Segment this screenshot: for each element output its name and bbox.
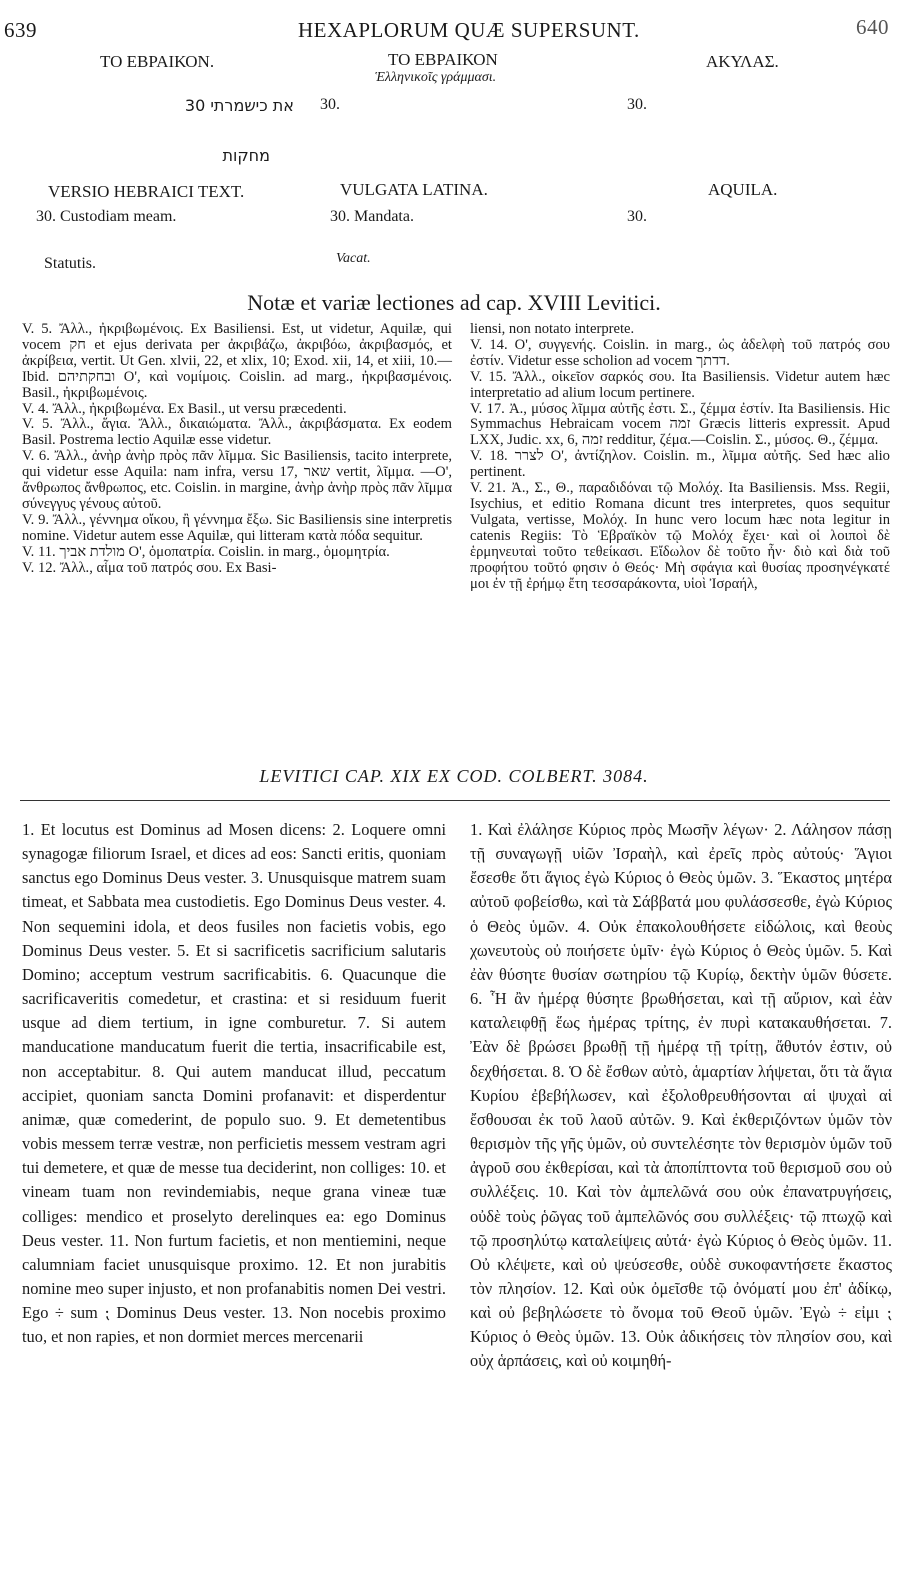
versio-verse-30: 30. Custodiam meam. [36, 208, 177, 225]
hebrew-verse-30: את כישמרתי 30 [184, 96, 294, 115]
note-v9: V. 9. Ἄλλ., γέννημα οἴκου, ἢ γέννημα ἔξω. Sic Basiliensis sine interpretis nomine. Videtur autem esse Aquilæ, qui litteram κατὰ πόδα sequitur. [22, 511, 452, 544]
latin-chapter-text: 1. Et locutus est Dominus ad Mosen dicens: 2. Loquere omni synagogæ filiorum Israel, et dices ad eos: Sancti eritis, quoniam sanctus ego Dominus Deus vester. 3. Unusquisque matrem suam timeat, et Sabbata mea custodietis. Ego Dominus Deus vester. 4. Non sequemini idola, et deos fusiles non facietis vobis, ego Dominus Deus vester. 5. Et si sacrificetis sacrificium salutaris Domino; acceptum vestrum sacrificabitis. 6. Quacunque die sacrificaveritis comedetur, et crastina: et si residuum fuerit usque ad diem tertium, in igne comburetur. 7. Si autem manducatione manducatum fuerit die tertia, insacrificabile est, non acceptabitur. 8. Qui autem manducat illud, peccatum accipiet, quoniam sancta Domini profanavit: et disperdentur animæ, quæ comederint, de populo suo. 9. Et demetentibus vobis messem terræ vestræ, non perficietis messem vestram agri tui demetere, et quæ de messe tua deciderint, non colliges: 10. et vineam tuam non revindemiabis, neque grana vineæ tuæ colliges: mendico et proselyto derelinques ea: ego Dominus Deus vester. 11. Non furtum facietis, et non mentiemini, neque calumniam faciet unusquisque proximo. 12. Et non jurabitis nomine meo super injusto, et non profanabitis nomen Dei vestri. Ego ÷ sum ⁏ Dominus Deus vester. 13. Non nocebis proximo tuo, et non rapies, et non dormiet merces mercenarii [22, 820, 446, 1347]
page-number-left: 639 [4, 18, 37, 42]
column-heading-aquila-greek: ΑΚΥΛΑΣ. [706, 52, 779, 71]
running-title: HEXAPLORUM QUÆ SUPERSUNT. [298, 18, 640, 42]
column-heading-vulgata: VULGATA LATINA. [340, 180, 488, 199]
note-v6: V. 6. Ἄλλ., ἀνὴρ ἀνὴρ πρὸς πᾶν λῖμμα. Sic Basiliensis, tacito interprete, qui videtur esse Aquila: nam infra, versu 17, שאר vertit, λῖμμα. —O', ἄνθρωπος ἄνθρωπος, etc. Coislin. in margine, ἀνὴρ ἀνὴρ πρὸς πᾶν λῖμμα σύνεγγυς γένους αὐτοῦ. [22, 448, 452, 512]
vulgata-vacat: Vacat. [336, 251, 371, 266]
note-continued: liensi, non notato interprete. [470, 321, 635, 337]
column-heading-aquila: AQUILA. [708, 180, 778, 199]
page-number-right: 640 [856, 15, 889, 39]
aquila-verse-30: 30. [627, 96, 647, 113]
vulgata-verse-30: 30. Mandata. [330, 208, 414, 225]
note-v17: V. 17. Ἀ., μύσος λῖμμα αὐτῆς ἐστι. Σ., ζέμμα ἐστίν. Ita Basiliensis. Hic Symmachus Hebraicam vocem זמה Græcis litteris expressit. Apud LXX, Judic. xx, 6, זמה redditur, ζέμα.—Coislin. Σ., μύσος. Θ., ζέμμα. [470, 400, 890, 449]
greek-chapter-text: 1. Καὶ ἐλάλησε Κύριος πρὸς Μωσῆν λέγων· 2. Λάλησον πάσῃ τῇ συναγωγῇ υἱῶν Ἰσραὴλ, καὶ ἐρεῖς πρὸς αὐτούς· Ἅγιοι ἔσεσθε ὅτι ἅγιος ἐγὼ Κύριος ὁ Θεὸς ὑμῶν. 3. Ἕκαστος μητέρα αὐτοῦ φοβείσθω, καὶ τὰ Σάββατά μου φυλάσσεσθε, ἐγὼ Κύριος ὁ Θεὸς ὑμῶν. 4. Οὐκ ἐπακολουθήσετε εἰδώλοις, καὶ θεοὺς χωνευτοὺς οὐ ποιήσετε ὑμῖν· ἐγὼ Κύριος ὁ Θεὸς ὑμῶν. 5. Καὶ ἐὰν θύσητε θυσίαν σωτηρίου τῷ Κυρίῳ, δεκτὴν ὑμῶν θύσετε. 6. Ἧ ἂν ἡμέρᾳ θύσητε βρωθήσεται, καὶ τῇ αὔριον, καὶ ἐὰν καταλειφθῇ ἕως ἡμέρας τρίτης, ἐν πυρὶ κατακαυθήσεται. 7. Ἐὰν δὲ βρώσει βρωθῇ τῇ ἡμέρᾳ τῇ τρίτῃ, ἄθυτόν ἐστιν, οὐ δεχθήσεται. 8. Ὁ δὲ ἔσθων αὐτὸ, ἁμαρτίαν λήψεται, ὅτι τὰ ἅγια Κυρίου ἐβεβήλωσεν, καὶ ἐξολοθρευθήσονται αἱ ψυχαὶ αἱ ἔσθουσαι ἐκ τοῦ λαοῦ αὐτῶν. 9. Καὶ ἐκθεριζόντων ὑμῶν τὸν θερισμὸν τῆς γῆς ὑμῶν, οὐ συντελέσητε τὸν θερισμὸν ὑμῶν τοῦ ἀγροῦ σου ἐκθερίσαι, καὶ τὰ ἀποπίπτοντα τοῦ θερισμοῦ σου οὐ συλλέξεις. 10. Καὶ τὸν ἀμπελῶνά σου οὐκ ἐπανατρυγήσεις, οὐδὲ τοὺς ῥῶγας τοῦ ἀμπελῶνός σου συλλέξεις· τῷ πτωχῷ καὶ τῷ προσηλύτῳ καταλείψεις αὐτά· ἐγὼ Κύριος ὁ Θεὸς ὑμῶν. 11. Οὐ κλέψετε, καὶ οὐ ψεύσεσθε, οὐδὲ συκοφαντήσετε ἕκαστος τὸν πλησίον. 12. Καὶ οὐκ ὀμεῖσθε τῷ ὀνόματί μου ἐπ' ἀδίκῳ, καὶ οὐ βεβηλώσετε τὸ ὄνομα τοῦ Θεοῦ ὑμῶν. Ἐγὼ ÷ εἰμι ⁏ Κύριος ὁ Θεὸς ὑμῶν. 13. Οὐκ ἀδικήσεις τὸν πλησίον σου, καὶ οὐχ ἁρπάσεις, καὶ οὐ κοιμηθή- [470, 820, 892, 1371]
hebrew-word: מחקות [222, 146, 270, 165]
note-v5: V. 5. Ἄλλ., ἅγια. Ἄλλ., δικαιώματα. Ἄλλ., ἀκριβάσματα. Ex eodem Basil. Postrema lectio Aquilæ esse videtur. [22, 416, 452, 449]
column-heading-hebrew-greek-letters: ΤΟ ΕΒΡΑΙΚΟΝ [388, 50, 498, 69]
latin-text-column [22, 818, 446, 1349]
column-heading-hebrew: ΤΟ ΕΒΡΑΙΚΟΝ. [100, 52, 215, 71]
column-heading-versio: VERSIO HEBRAICI TEXT. [48, 182, 245, 201]
greek-text-column [470, 818, 892, 1374]
note-v21: V. 21. Ἀ., Σ., Θ., παραδιδόναι τῷ Μολόχ. Ita Basiliensis. Mss. Regii, Isychius, et editio Romana dicunt tres interpretes, quos sequitur Vulgata, vertisse, Μολόχ. In hunc vero locum hæc nota legitur in catenis Regiis: Τὸ Ἑβραϊκὸν τῷ Μολόχ ἔχει· καὶ οἱ λοιποὶ δὲ ἑρμηνευταὶ τοῦτο τεθείκασι. Εἴδωλον δὲ τοῦτο ἦν· διὸ καὶ διὰ τοῦ προφήτου τοῦτό φησιν ὁ Θεός· Μὴ σφάγια καὶ θυσίας προσηνέγκατέ μοι ἐν τῇ ἐρήμῳ ἔτη τεσσαράκοντα, υἱοὶ Ἰσραήλ, [470, 480, 890, 592]
note-v14: V. 14. O', συγγενής. Coislin. in marg., ὡς ἀδελφὴ τοῦ πατρός σου ἐστίν. Videtur esse scholion ad vocem דדתך. [470, 336, 890, 369]
note-v4: V. 4. Ἄλλ., ἠκριβωμένα. Ex Basil., ut versu præcedenti. [22, 400, 347, 417]
chapter-title: LEVITICI CAP. XIX EX COD. COLBERT. 3084. [259, 766, 649, 786]
divider-rule [20, 800, 890, 801]
transliteration-verse-30: 30. [320, 96, 340, 113]
notes-left-column [22, 322, 452, 577]
note-v15: V. 15. Ἄλλ., οἰκεῖον σαρκός σου. Ita Basiliensis. Videtur autem hæc interpretatio ad alium locum pertinere. [470, 368, 890, 401]
note-v18: V. 18. לצרר O', ἀντίζηλον. Coislin. m., λῖμμα αὐτῆς. Sed hæc alio pertinent. [470, 448, 890, 481]
note-v3: V. 5. Ἄλλ., ἠκριβωμένοις. Ex Basiliensi. Est, ut videtur, Aquilæ, qui vocem חק et ejus derivata per ἀκριβάζω, ἀκριβόω, ἀκριβασμός, et ἀκρίβεια, vertit. Ut Gen. xlvii, 22, et xlix, 10; Exod. xii, 14, et xiii, 10.—Ibid. ובחקתיהם O', καὶ νομίμοις. Coislin. ad marg., ἠκριβασμένοις. Basil., ἠκριβωμένοις. [22, 321, 452, 401]
versio-statutis: Statutis. [44, 255, 97, 272]
notes-right-column [470, 322, 890, 592]
column-subheading: Ἑλληνικοῖς γράμμασι. [375, 70, 497, 85]
note-v11: V. 11. מולדת אביך O', ὁμοπατρία. Coislin. in marg., ὁμομητρία. [22, 543, 390, 560]
note-v12: V. 12. Ἄλλ., αἷμα τοῦ πατρός σου. Ex Basi- [22, 559, 277, 576]
aquila-latin-verse-30: 30. [627, 208, 647, 225]
notes-title: Notæ et variæ lectiones ad cap. XVIII Levitici. [247, 290, 661, 315]
